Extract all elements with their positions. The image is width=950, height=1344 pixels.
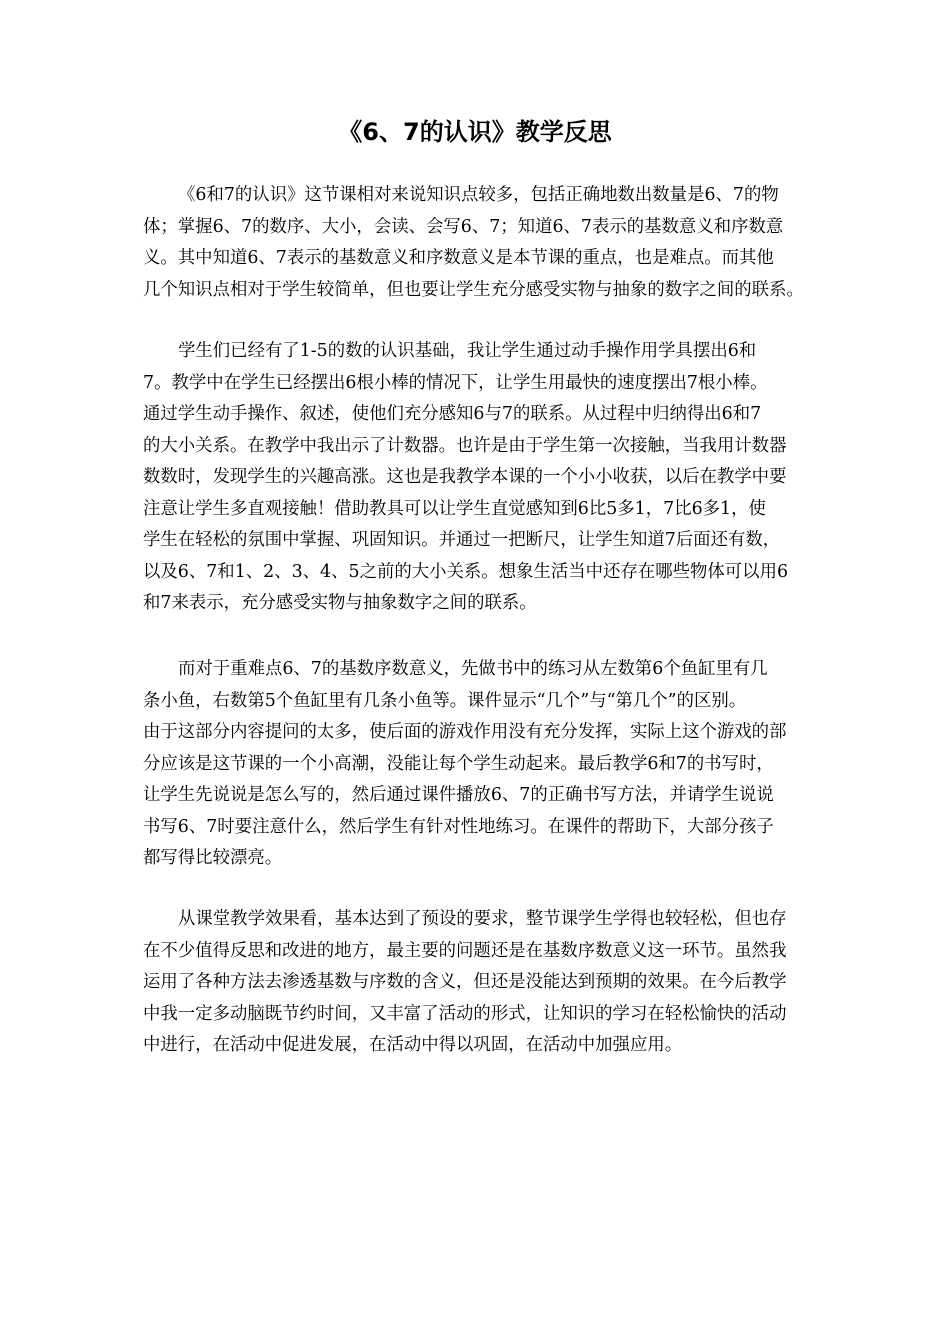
paragraph-line: 和7来表示，充分感受实物与抽象数字之间的联系。 xyxy=(143,593,537,613)
paragraph-line: 从课堂教学效果看，基本达到了预设的要求，整节课学生学得也较轻松，但也存 xyxy=(178,909,787,929)
paragraph-line: 学生在轻松的氛围中掌握、巩固知识。并通过一把断尺，让学生知道7后面还有数， xyxy=(143,530,781,550)
paragraph-line: 运用了各种方法去渗透基数与序数的含义，但还是没能达到预期的效果。在今后教学 xyxy=(143,972,787,992)
paragraph-line: 数数时，发现学生的兴趣高涨。这也是我教学本课的一个小小收获，以后在教学中要 xyxy=(143,467,787,487)
paragraph-line: 义。其中知道6、7表示的基数意义和序数意义是本节课的重点，也是难点。而其他 xyxy=(143,248,774,268)
paragraph-line: 让学生先说说是怎么写的，然后通过课件播放6、7的正确书写方法，并请学生说说 xyxy=(143,785,774,805)
paragraph-line: 条小鱼，右数第5个鱼缸里有几条小鱼等。课件显示“几个”与“第几个”的区别。 xyxy=(143,690,747,711)
paragraph-line: 几个知识点相对于学生较简单，但也要让学生充分感受实物与抽象的数字之间的联系。 xyxy=(143,279,804,300)
paragraph-3 xyxy=(143,654,865,875)
paragraph-2 xyxy=(143,336,865,620)
paragraph-line: 《6和7的认识》这节课相对来说知识点较多，包括正确地数出数量是6、7的物 xyxy=(178,185,779,205)
paragraph-line: 在不少值得反思和改进的地方，最主要的问题还是在基数序数意义这一环节。虽然我 xyxy=(143,940,787,961)
paragraph-line: 都写得比较漂亮。 xyxy=(143,848,283,868)
paragraph-line: 中我一定多动脑既节约时间，又丰富了活动的形式，让知识的学习在轻松愉快的活动 xyxy=(143,1003,787,1024)
paragraph-1 xyxy=(143,180,865,306)
paragraph-line: 书写6、7时要注意什么，然后学生有针对性地练习。在课件的帮助下，大部分孩子 xyxy=(143,816,774,837)
paragraph-line: 分应该是这节课的一个小高潮，没能让每个学生动起来。最后教学6和7的书写时， xyxy=(143,753,774,774)
paragraph-line: 由于这部分内容提问的太多，使后面的游戏作用没有充分发挥，实际上这个游戏的部 xyxy=(143,722,787,742)
paragraph-line: 中进行，在活动中促进发展，在活动中得以巩固，在活动中加强应用。 xyxy=(143,1035,683,1055)
paragraph-line: 学生们已经有了1-5的数的认识基础，我让学生通过动手操作用学具摆出6和 xyxy=(178,341,757,361)
paragraph-4 xyxy=(143,904,865,1062)
paragraph-line: 体；掌握6、7的数序、大小，会读、会写6、7；知道6、7表示的基数意义和序数意 xyxy=(143,216,784,237)
paragraph-line: 的大小关系。在教学中我出示了计数器。也许是由于学生第一次接触，当我用计数器 xyxy=(143,435,787,456)
paragraph-line: 注意让学生多直观接触！借助教具可以让学生直觉感知到6比5多1，7比6多1，使 xyxy=(143,498,766,519)
paragraph-line: 7。教学中在学生已经摆出6根小棒的情况下，让学生用最快的速度摆出7根小棒。 xyxy=(143,372,768,393)
paragraph-line: 以及6、7和1、2、3、4、5之前的大小关系。想象生活当中还存在哪些物体可以用6 xyxy=(143,561,789,582)
document-title: 《6、7的认识》教学反思 xyxy=(338,118,612,146)
paragraph-line: 而对于重难点6、7的基数序数意义，先做书中的练习从左数第6个鱼缸里有几 xyxy=(178,659,768,679)
paragraph-line: 通过学生动手操作、叙述，使他们充分感知6与7的联系。从过程中归纳得出6和7 xyxy=(143,404,762,424)
